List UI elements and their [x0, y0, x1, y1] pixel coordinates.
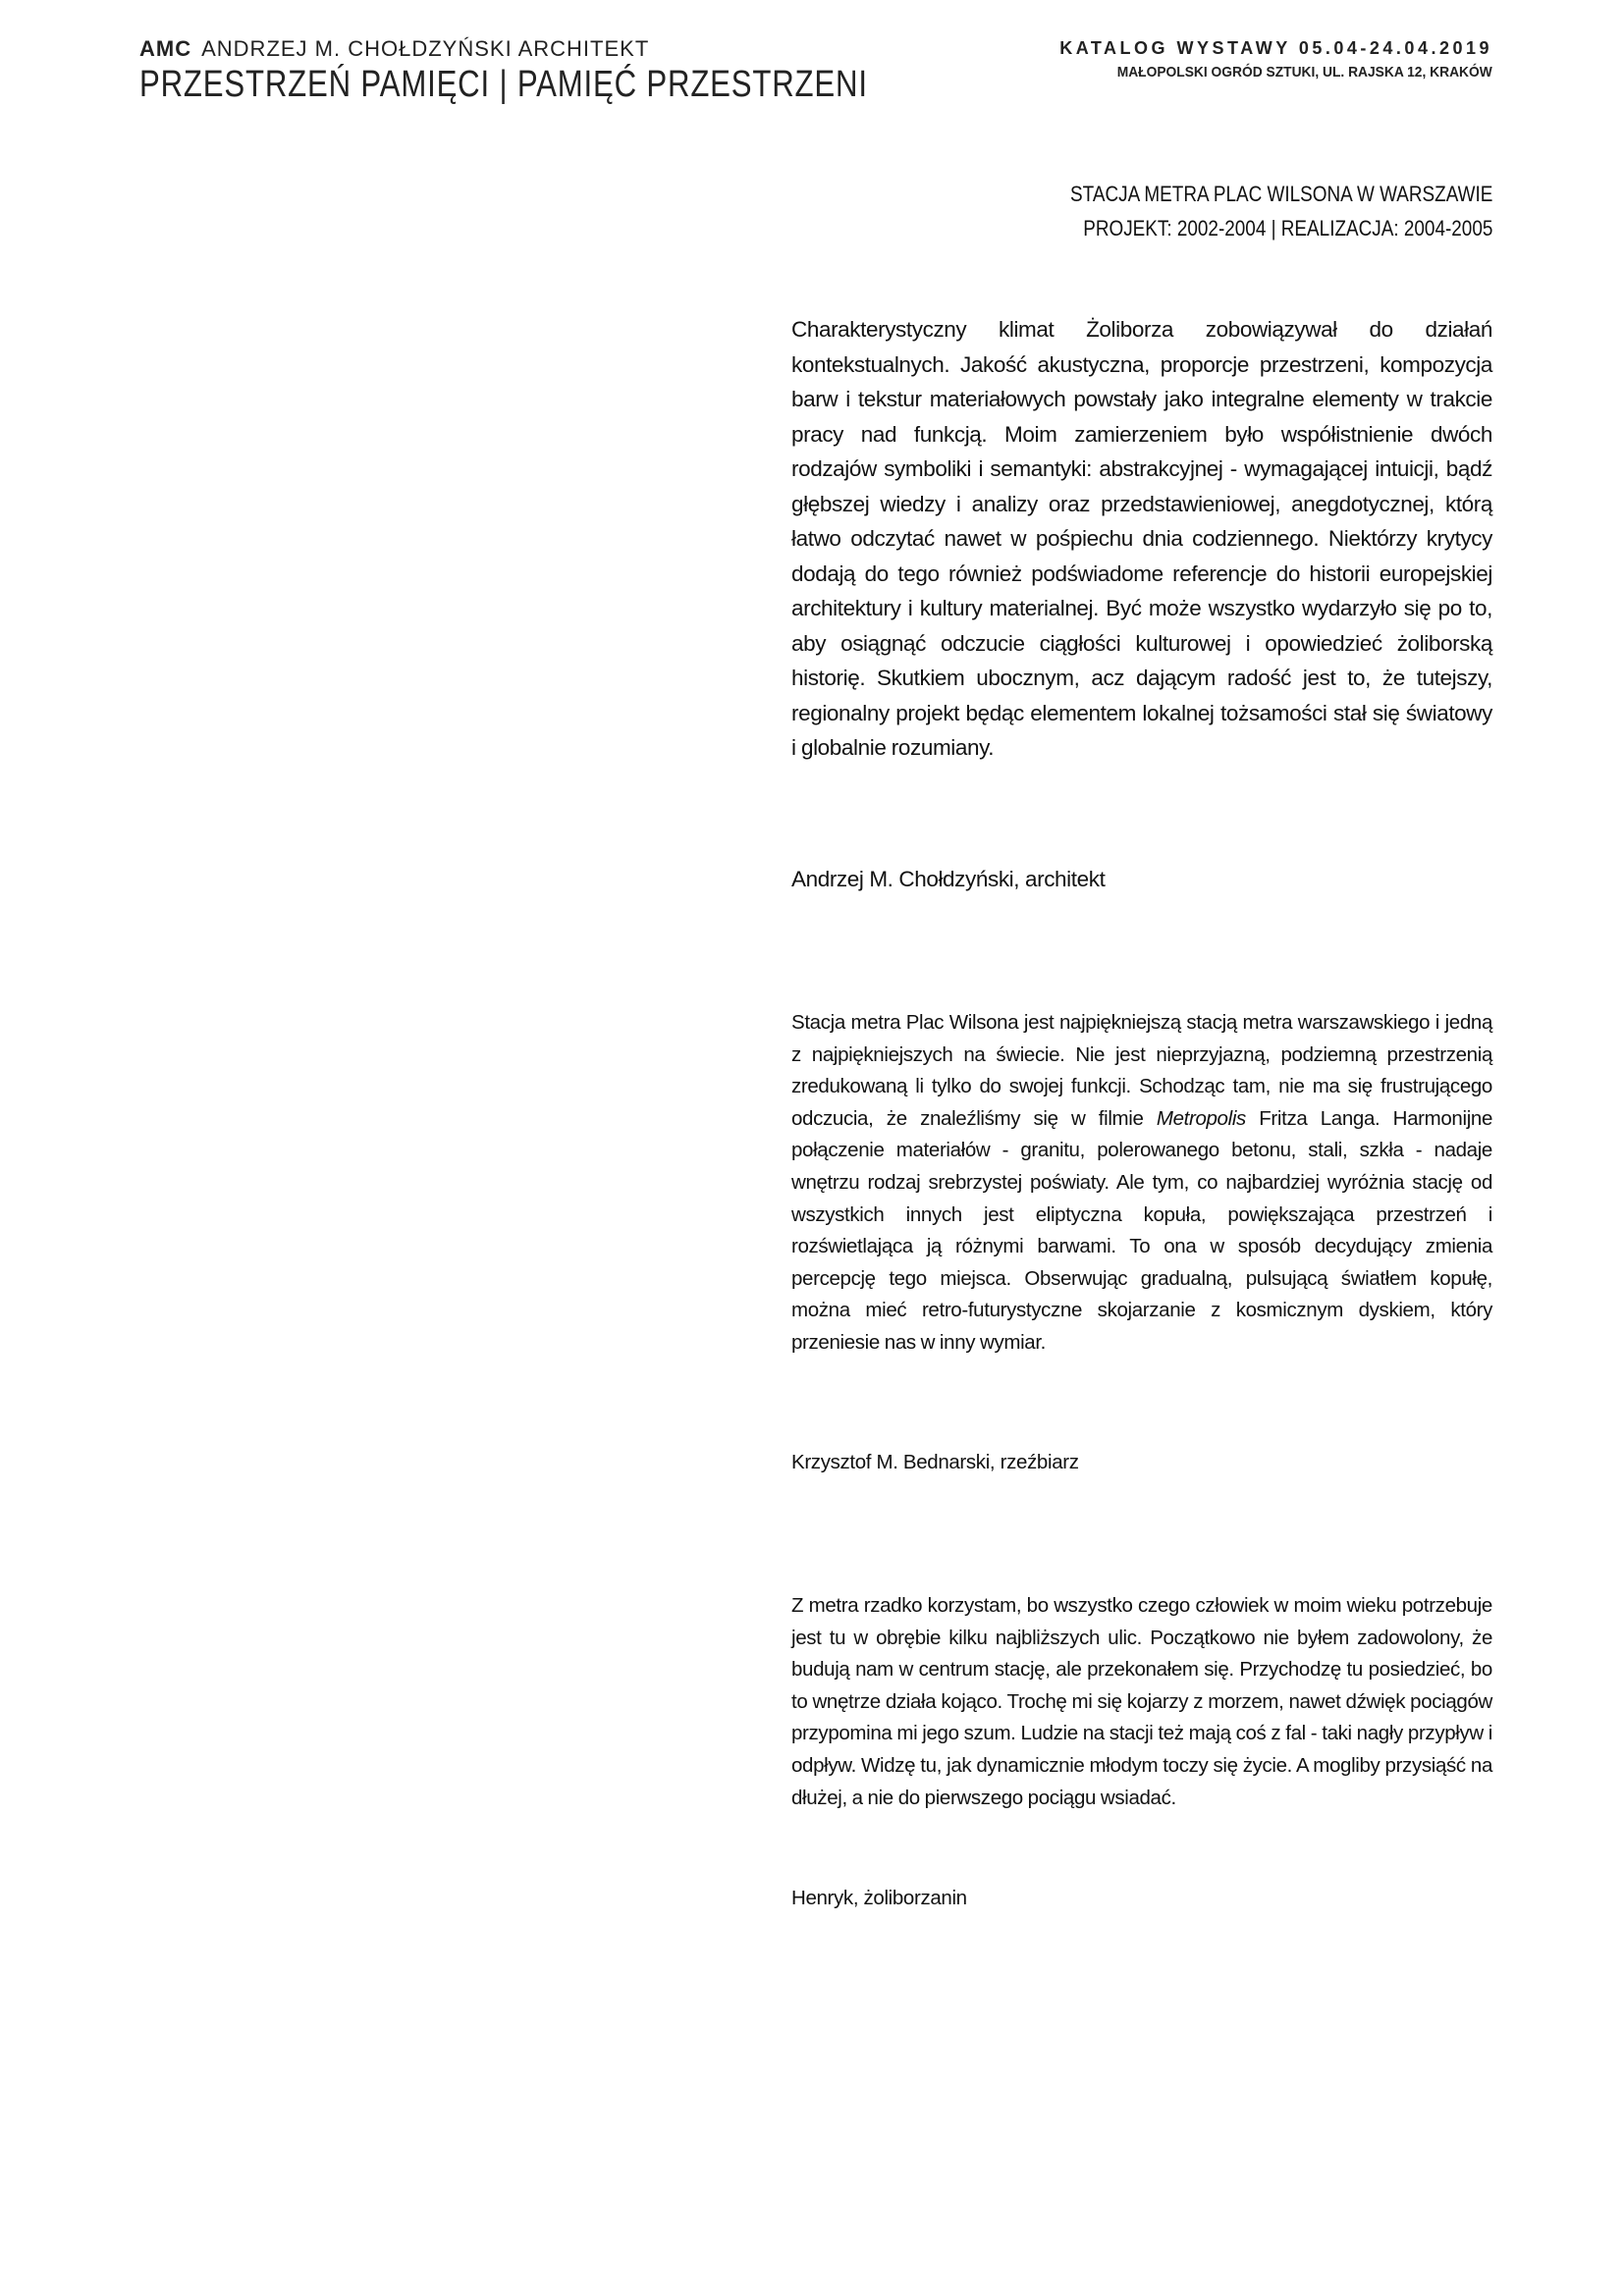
catalog-venue: MAŁOPOLSKI OGRÓD SZTUKI, UL. RAJSKA 12, KRAKÓW — [1116, 64, 1492, 80]
text-block-architect — [791, 312, 1492, 766]
page-header — [139, 35, 1023, 106]
signature-architect — [791, 862, 1492, 896]
architect-statement: Charakterystyczny klimat Żoliborza zobowiązywał do działań kontekstualnych. Jakość akustyczna, proporcje przestrzeni, kompozycja barw i tekstur materiałowych powstały jako integralne elementy w trakcie pracy nad funkcją. Moim zamierzeniem było współistnienie dwóch rodzajów symboliki i semantyki: abstrakcyjnej - wymagającej intuicji, bądź głębszej wiedzy i analizy oraz przedstawieniowej, anegdotycznej, którą łatwo odczytać nawet w pośpiechu dnia codziennego. Niektórzy krytycy dodają do tego również podświadome referencje do historii europejskiej architektury i kultury materialnej. Być może wszystko wydarzyło się po to, aby osiągnąć odczucie ciągłości kulturowej i opowiedzieć żoliborską historię. Skutkiem ubocznym, acz dającym radość jest to, że tutejszy, regionalny projekt będąc elementem lokalnej tożsamości stał się światowy i globalnie rozumiany. — [791, 317, 1492, 760]
signature-sculptor — [791, 1447, 1492, 1478]
author-line — [139, 35, 1023, 63]
architect-signature: Andrzej M. Chołdzyński, architekt — [791, 867, 1106, 891]
sculptor-signature: Krzysztof M. Bednarski, rzeźbiarz — [791, 1451, 1079, 1473]
text-block-sculptor — [791, 1007, 1492, 1360]
project-title: STACJA METRA PLAC WILSONA W WARSZAWIE — [1069, 182, 1492, 206]
catalog-info — [1059, 35, 1492, 84]
amc-logo: AMC — [139, 36, 192, 61]
catalog-dates: KATALOG WYSTAWY 05.04-24.04.2019 — [1059, 38, 1492, 58]
sculptor-statement — [791, 1007, 1492, 1360]
signature-resident — [791, 1883, 1492, 1914]
text-block-resident — [791, 1590, 1492, 1814]
author-name: ANDRZEJ M. CHOŁDZYŃSKI ARCHITEKT — [201, 36, 650, 61]
project-heading — [1001, 177, 1492, 245]
film-title: Metropolis — [1156, 1106, 1246, 1130]
exhibition-title: PRZESTRZEŃ PAMIĘCI | PAMIĘĆ PRZESTRZENI — [139, 64, 868, 105]
resident-signature: Henryk, żoliborzanin — [791, 1887, 967, 1909]
project-dates: PROJEKT: 2002-2004 | REALIZACJA: 2004-2005 — [1082, 216, 1492, 240]
sculptor-statement-part2: Fritza Langa. Harmonijne połączenie materiałów - granitu, polerowanego betonu, stali, szkła - nadaje wnętrzu rodzaj srebrzystej poświaty. Ale tym, co najbardziej wyróżnia stację od wszystkich innych jest eliptyczna kopuła, powiększająca przestrzeń i rozświetlająca ją różnymi barwami. To ona w sposób decydujący zmienia percepcję tego miejsca. Obserwując gradualną, pulsującą światłem kopułę, można mieć retro-futurystyczne skojarzanie z kosmicznym dyskiem, który przeniesie nas w inny wymiar. — [791, 1106, 1492, 1354]
sculptor-statement-part1: Stacja metra Plac Wilsona jest najpiękniejszą stacją metra warszawskiego i jedną z najpiękniejszych na świecie. Nie jest nieprzyjazną, podziemną przestrzenią zredukowaną li tylko do swojej funkcji. Schodząc tam, nie ma się frustrującego odczucia, że znaleźliśmy się w filmie — [791, 1011, 1492, 1130]
resident-statement: Z metra rzadko korzystam, bo wszystko czego człowiek w moim wieku potrzebuje jest tu w obrębie kilku najbliższych ulic. Początkowo nie byłem zadowolony, że budują nam w centrum stację, ale przekonałem się. Przychodzę tu posiedzieć, bo to wnętrze działa kojąco. Trochę mi się kojarzy z morzem, nawet dźwięk pociągów przypomina mi jego szum. Ludzie na stacji też mają coś z fal - taki nagły przypływ i odpływ. Widzę tu, jak dynamicznie młodym toczy się życie. A mogliby przysiąść na dłużej, a nie do pierwszego pociągu wsiadać. — [791, 1594, 1492, 1809]
